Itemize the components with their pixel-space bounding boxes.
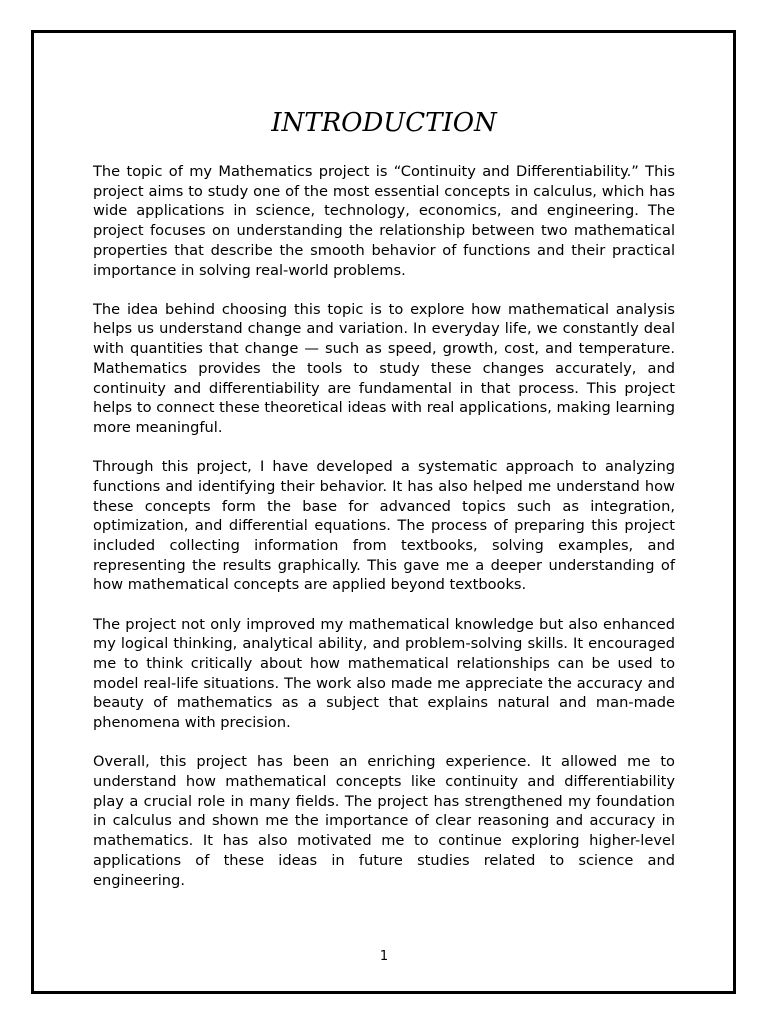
page-title: INTRODUCTION bbox=[271, 108, 497, 138]
paragraph-5: Overall, this project has been an enriching experience. It allowed me to understand how mathematical concepts like continuity and differentiability play a crucial role in many fields. The project has strengthened my foundation in calculus and shown me the importance of clear reasoning and accuracy in mathematics. It has also motivated me to continue exploring higher-level applications of these ideas in future studies related to science and engineering. bbox=[93, 753, 675, 889]
paragraph-4: The project not only improved my mathematical knowledge but also enhanced my logical thinking, analytical ability, and problem-solving skills. It encouraged me to think critically about how mathematical relationships can be used to model real-life situations. The work also made me appreciate the accuracy and beauty of mathematics as a subject that explains natural and man-made phenomena with precision. bbox=[93, 615, 675, 732]
page-number: 1 bbox=[379, 949, 389, 964]
paragraph-2: The idea behind choosing this topic is to explore how mathematical analysis helps us understand change and variation. In everyday life, we constantly deal with quantities that change — such as speed, growth, cost, and temperature. Mathematics provides the tools to study these changes accurately, and continuity and differentiability are fundamental in that process. This project helps to connect these theoretical ideas with real applications, making learning more meaningful. bbox=[93, 300, 675, 436]
paragraph-3: Through this project, I have developed a systematic approach to analyzing functions and identifying their behavior. It has also helped me understand how these concepts form the base for advanced topics such as integration, optimization, and differential equations. The process of preparing this project included collecting information from textbooks, solving examples, and representing the results graphically. This gave me a deeper understanding of how mathematical concepts are applied beyond textbooks. bbox=[93, 458, 675, 594]
body-text bbox=[93, 162, 675, 910]
paragraph-1: The topic of my Mathematics project is “Continuity and Differentiability.” This project aims to study one of the most essential concepts in calculus, which has wide applications in science, technology, economics, and engineering. The project focuses on understanding the relationship between two mathematical properties that describe the smooth behavior of functions and their practical importance in solving real-world problems. bbox=[93, 163, 675, 279]
